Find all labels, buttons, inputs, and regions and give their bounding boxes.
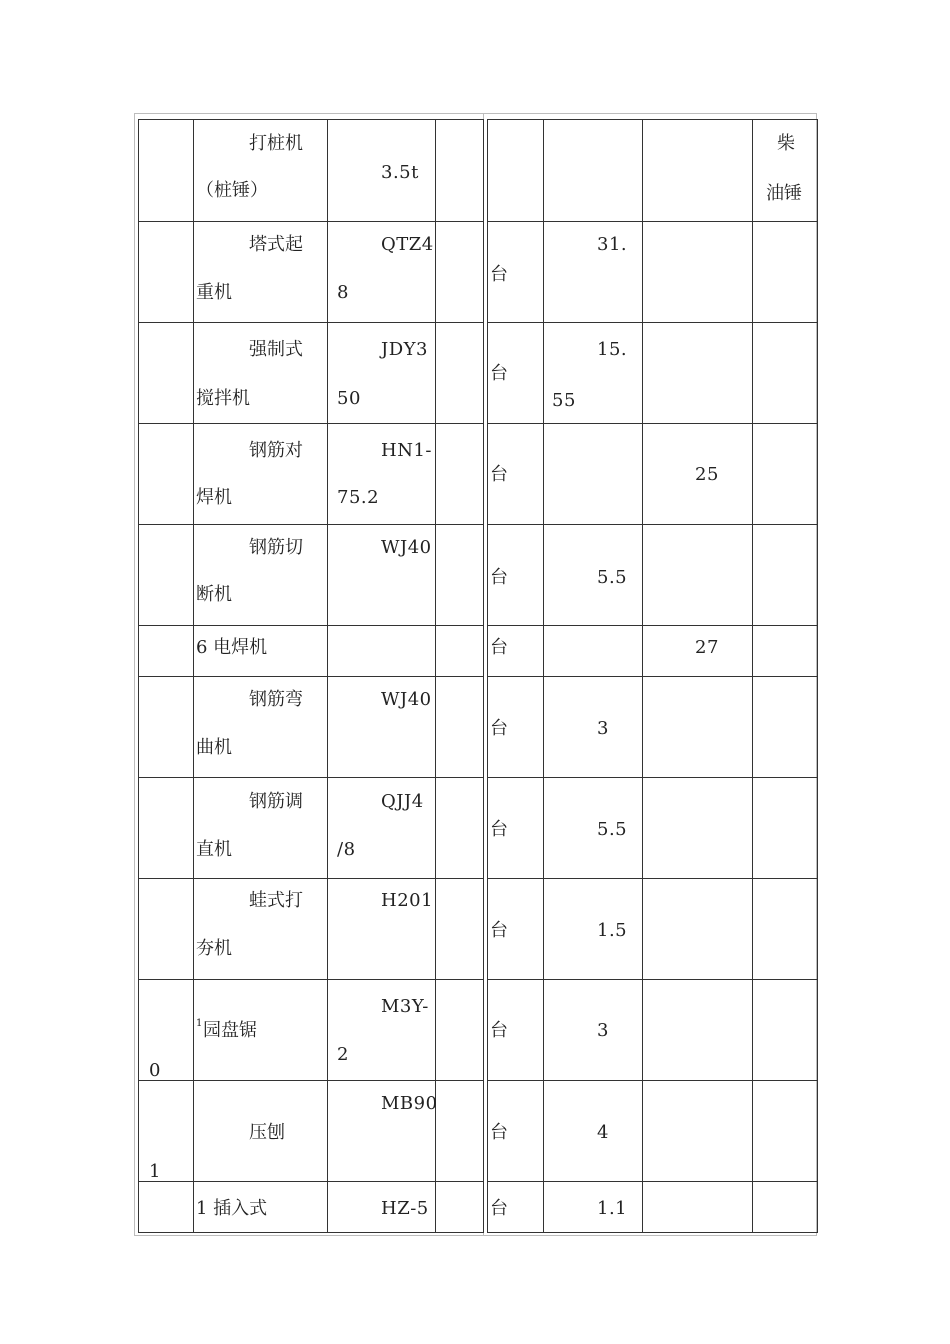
model-line-1: QJJ4 [381,791,424,812]
cell-no [139,525,194,626]
name-line-1: 强制式 [249,339,303,360]
table-row [139,879,484,980]
cell-power [643,1182,753,1233]
table-row [139,626,484,677]
cell-remark [753,222,818,323]
qty-line-1: 5.5 [597,567,628,588]
table-row [488,424,818,525]
row-number: 0 [149,1060,161,1081]
cell-unit [488,525,544,626]
name-line-2: 搅拌机 [196,388,250,409]
table-row [488,1081,818,1182]
table-row [488,677,818,778]
cell-no [139,778,194,879]
name-line-2: （桩锤） [196,180,268,201]
cell-name [194,323,328,424]
name-line-2: 夯机 [196,938,232,959]
cell-blank [436,222,484,323]
table-row [139,323,484,424]
name-line-1: 6 电焊机 [196,637,268,658]
table-row [488,120,818,222]
cell-unit [488,424,544,525]
cell-qty [544,879,643,980]
name-line-2: 直机 [196,839,232,860]
model-line-2: 2 [337,1044,349,1065]
equipment-table-right [487,119,818,1233]
unit-label: 台 [490,637,508,658]
cell-model [328,980,436,1081]
cell-blank [436,525,484,626]
cell-no [139,1182,194,1233]
cell-model [328,1081,436,1182]
power-value: 27 [695,637,719,658]
name-line-1: 钢筋对 [249,440,303,461]
name-line-1: 钢筋弯 [249,689,303,710]
model-line-2: 50 [337,388,361,409]
table-row [139,222,484,323]
name-mark: 1 [196,1018,203,1029]
table-row [139,525,484,626]
cell-model [328,120,436,222]
unit-label: 台 [490,718,508,739]
cell-power [643,222,753,323]
cell-blank [436,323,484,424]
cell-model [328,677,436,778]
cell-remark [753,120,818,222]
name-line-2: 断机 [196,584,232,605]
cell-blank [436,120,484,222]
remark-line-2: 油锤 [766,183,802,204]
cell-blank [436,424,484,525]
name-line-1: 塔式起 [249,234,303,255]
name-line-1: 园盘锯 [203,1020,257,1041]
cell-qty [544,1081,643,1182]
cell-name [194,120,328,222]
table-row [139,677,484,778]
cell-remark [753,980,818,1081]
cell-unit [488,1182,544,1233]
unit-label: 台 [490,264,508,285]
cell-name [194,778,328,879]
cell-remark [753,525,818,626]
cell-blank [436,980,484,1081]
table-row [488,222,818,323]
cell-qty [544,677,643,778]
cell-unit [488,222,544,323]
model-line-1: WJ40 [381,537,432,558]
model-line-1: QTZ4 [381,234,434,255]
table-row [139,778,484,879]
cell-no [139,424,194,525]
cell-blank [436,778,484,879]
unit-label: 台 [490,920,508,941]
cell-unit [488,1081,544,1182]
table-row [139,1081,484,1182]
cell-blank [436,1081,484,1182]
cell-qty [544,1182,643,1233]
cell-model [328,525,436,626]
model-line-1: HN1- [381,440,432,461]
cell-power [643,1081,753,1182]
cell-no [139,677,194,778]
unit-label: 台 [490,464,508,485]
name-line-2: 曲机 [196,737,232,758]
table-row [488,525,818,626]
table-row [488,626,818,677]
cell-model [328,222,436,323]
row-number: 1 [149,1161,161,1182]
cell-name [194,525,328,626]
cell-unit [488,778,544,879]
cell-blank [436,677,484,778]
model-line-2: /8 [337,839,356,860]
cell-remark [753,323,818,424]
cell-qty [544,424,643,525]
cell-blank [436,626,484,677]
cell-name [194,1182,328,1233]
cell-unit [488,879,544,980]
cell-qty [544,120,643,222]
qty-line-1: 1.5 [597,920,628,941]
cell-name [194,677,328,778]
cell-qty [544,778,643,879]
cell-power [643,525,753,626]
table-row [139,424,484,525]
cell-no [139,1081,194,1182]
cell-qty [544,525,643,626]
unit-label: 台 [490,1020,508,1041]
table-row [488,778,818,879]
unit-label: 台 [490,567,508,588]
cell-power [643,424,753,525]
name-line-1: 1 插入式 [196,1198,268,1219]
name-line-2: 重机 [196,282,232,303]
cell-power [643,980,753,1081]
cell-unit [488,626,544,677]
qty-line-1: 5.5 [597,819,628,840]
cell-blank [436,879,484,980]
cell-model [328,1182,436,1233]
cell-no [139,323,194,424]
cell-power [643,778,753,879]
cell-unit [488,120,544,222]
table-row [139,120,484,222]
cell-unit [488,677,544,778]
cell-no [139,879,194,980]
model-line-1: WJ40 [381,689,432,710]
cell-unit [488,980,544,1081]
name-line-1: 蛙式打 [249,890,303,911]
cell-no [139,120,194,222]
cell-remark [753,1182,818,1233]
table-row [488,323,818,424]
cell-name [194,222,328,323]
model-line-2: 3.5t [381,162,419,183]
model-line-1: M3Y- [381,996,429,1017]
cell-model [328,424,436,525]
name-line-1: 打桩机 [249,133,303,154]
cell-no [139,980,194,1081]
cell-power [643,677,753,778]
cell-power [643,626,753,677]
cell-model [328,626,436,677]
qty-line-2: 55 [552,390,576,411]
cell-remark [753,1081,818,1182]
qty-line-1: 3 [597,1020,609,1041]
cell-power [643,120,753,222]
cell-no [139,222,194,323]
model-line-1: H201 [381,890,434,911]
cell-remark [753,778,818,879]
cell-remark [753,626,818,677]
name-line-1: 压刨 [249,1122,285,1143]
cell-power [643,879,753,980]
qty-line-1: 1.1 [597,1198,628,1219]
name-line-2: 焊机 [196,487,232,508]
cell-remark [753,424,818,525]
cell-remark [753,677,818,778]
cell-qty [544,323,643,424]
model-line-1: JDY3 [381,339,428,360]
cell-name [194,424,328,525]
cell-model [328,879,436,980]
model-line-2: 75.2 [337,487,380,508]
unit-label: 台 [490,363,508,384]
table-row [139,1182,484,1233]
cell-blank [436,1182,484,1233]
cell-power [643,323,753,424]
cell-name [194,879,328,980]
cell-unit [488,323,544,424]
table-row [139,980,484,1081]
qty-line-1: 3 [597,718,609,739]
qty-line-1: 4 [597,1122,609,1143]
cell-name [194,980,328,1081]
cell-remark [753,879,818,980]
table-row [488,980,818,1081]
unit-label: 台 [490,1198,508,1219]
qty-line-1: 31. [597,234,628,255]
cell-qty [544,222,643,323]
remark-line-1: 柴 [777,133,795,154]
name-line-1: 钢筋切 [249,537,303,558]
model-line-1: MB90 [381,1093,438,1114]
model-line-1: HZ-5 [381,1198,429,1219]
model-line-2: 8 [337,282,349,303]
cell-qty [544,980,643,1081]
equipment-table-left [138,119,484,1233]
unit-label: 台 [490,1122,508,1143]
cell-name [194,626,328,677]
cell-model [328,323,436,424]
name-line-1: 钢筋调 [249,791,303,812]
cell-qty [544,626,643,677]
unit-label: 台 [490,819,508,840]
power-value: 25 [695,464,719,485]
cell-name [194,1081,328,1182]
cell-no [139,626,194,677]
table-row [488,1182,818,1233]
qty-line-1: 15. [597,339,628,360]
table-row [488,879,818,980]
cell-model [328,778,436,879]
